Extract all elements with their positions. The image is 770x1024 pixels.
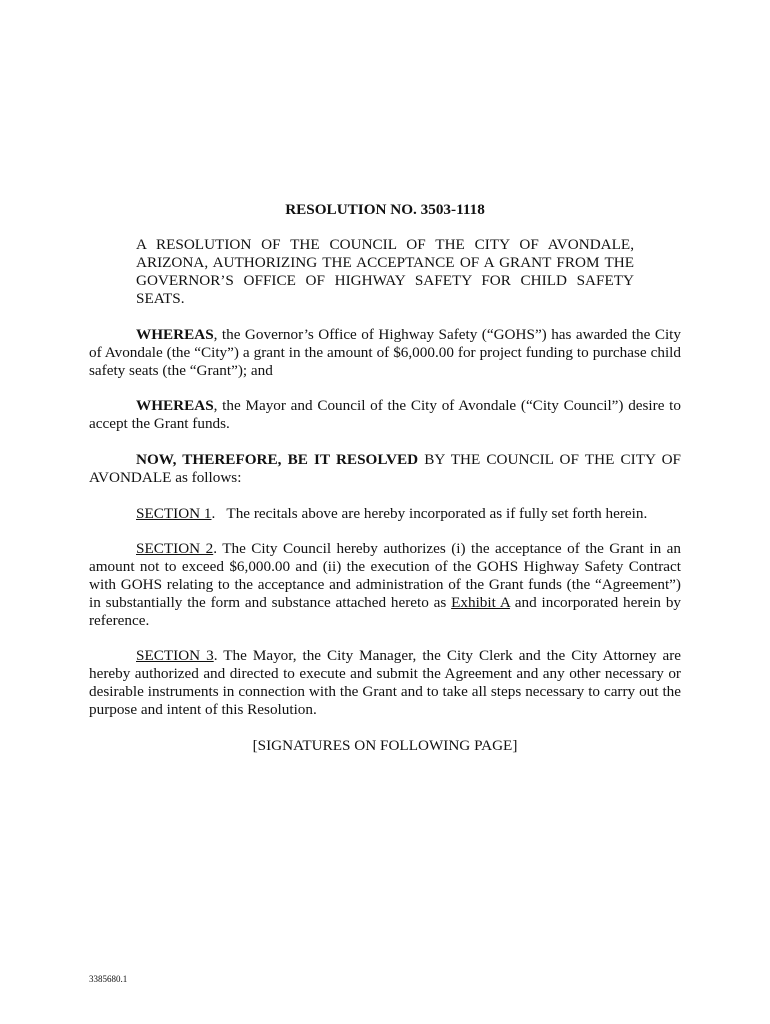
resolution-preamble: A RESOLUTION OF THE COUNCIL OF THE CITY OF AVONDALE, ARIZONA, AUTHORIZING THE ACCEPTANCE OF A GRANT FROM THE GOVERNOR’S OFFICE OF HIGHWAY SAFETY FOR CHILD SAFETY SEATS. [136,236,634,307]
document-number: 3385680.1 [89,974,128,984]
section-3-text: . The Mayor, the City Manager, the City Clerk and the City Attorney are hereby authorized and directed to execute and submit the Agreement and any other necessary or desirable instruments in connection with the Grant and to take all steps necessary to carry out the purpose and intent of this Resolution. [89,647,682,718]
whereas-text: , the Mayor and Council of the City of Avondale (“City Council”) desire to accept the Grant funds. [89,397,681,432]
resolved-lead: NOW, THEREFORE, BE IT RESOLVED [136,451,419,468]
exhibit-a-reference: Exhibit A [451,594,510,611]
section-1-paragraph [89,505,681,523]
whereas-text: , the Governor’s Office of Highway Safety (“GOHS”) has awarded the City of Avondale (the “City”) a grant in the amount of $6,000.00 for project funding to purchase child safety seats (the “Grant”); and [89,326,681,379]
whereas-lead: WHEREAS [136,397,214,414]
whereas-paragraph-1 [89,326,681,380]
whereas-lead: WHEREAS [136,326,214,343]
signatures-note: [SIGNATURES ON FOLLOWING PAGE] [252,737,518,754]
resolved-text: BY THE COUNCIL OF THE CITY OF AVONDALE as follows: [89,451,681,486]
section-3-label: SECTION 3 [136,647,214,664]
resolution-title: RESOLUTION NO. 3503-1118 [285,201,485,218]
section-1-label: SECTION 1 [136,505,212,522]
whereas-paragraph-2 [89,397,681,433]
section-2-text-end: and incorporated herein by reference. [89,594,682,629]
section-3-paragraph [89,647,681,719]
section-2-paragraph [89,540,681,630]
section-2-label: SECTION 2 [136,540,214,557]
section-2-text: . The City Council hereby authorizes (i) the acceptance of the Grant in an amount not to exceed $6,000.00 and (ii) the execution of the GOHS Highway Safety Contract with GOHS relating to the acceptance and administration of the Grant funds (the “Agreement”) in substantially the form and substance attached hereto as [89,540,681,611]
section-1-text: . The recitals above are hereby incorporated as if fully set forth herein. [211,505,648,522]
resolved-paragraph [89,451,681,487]
